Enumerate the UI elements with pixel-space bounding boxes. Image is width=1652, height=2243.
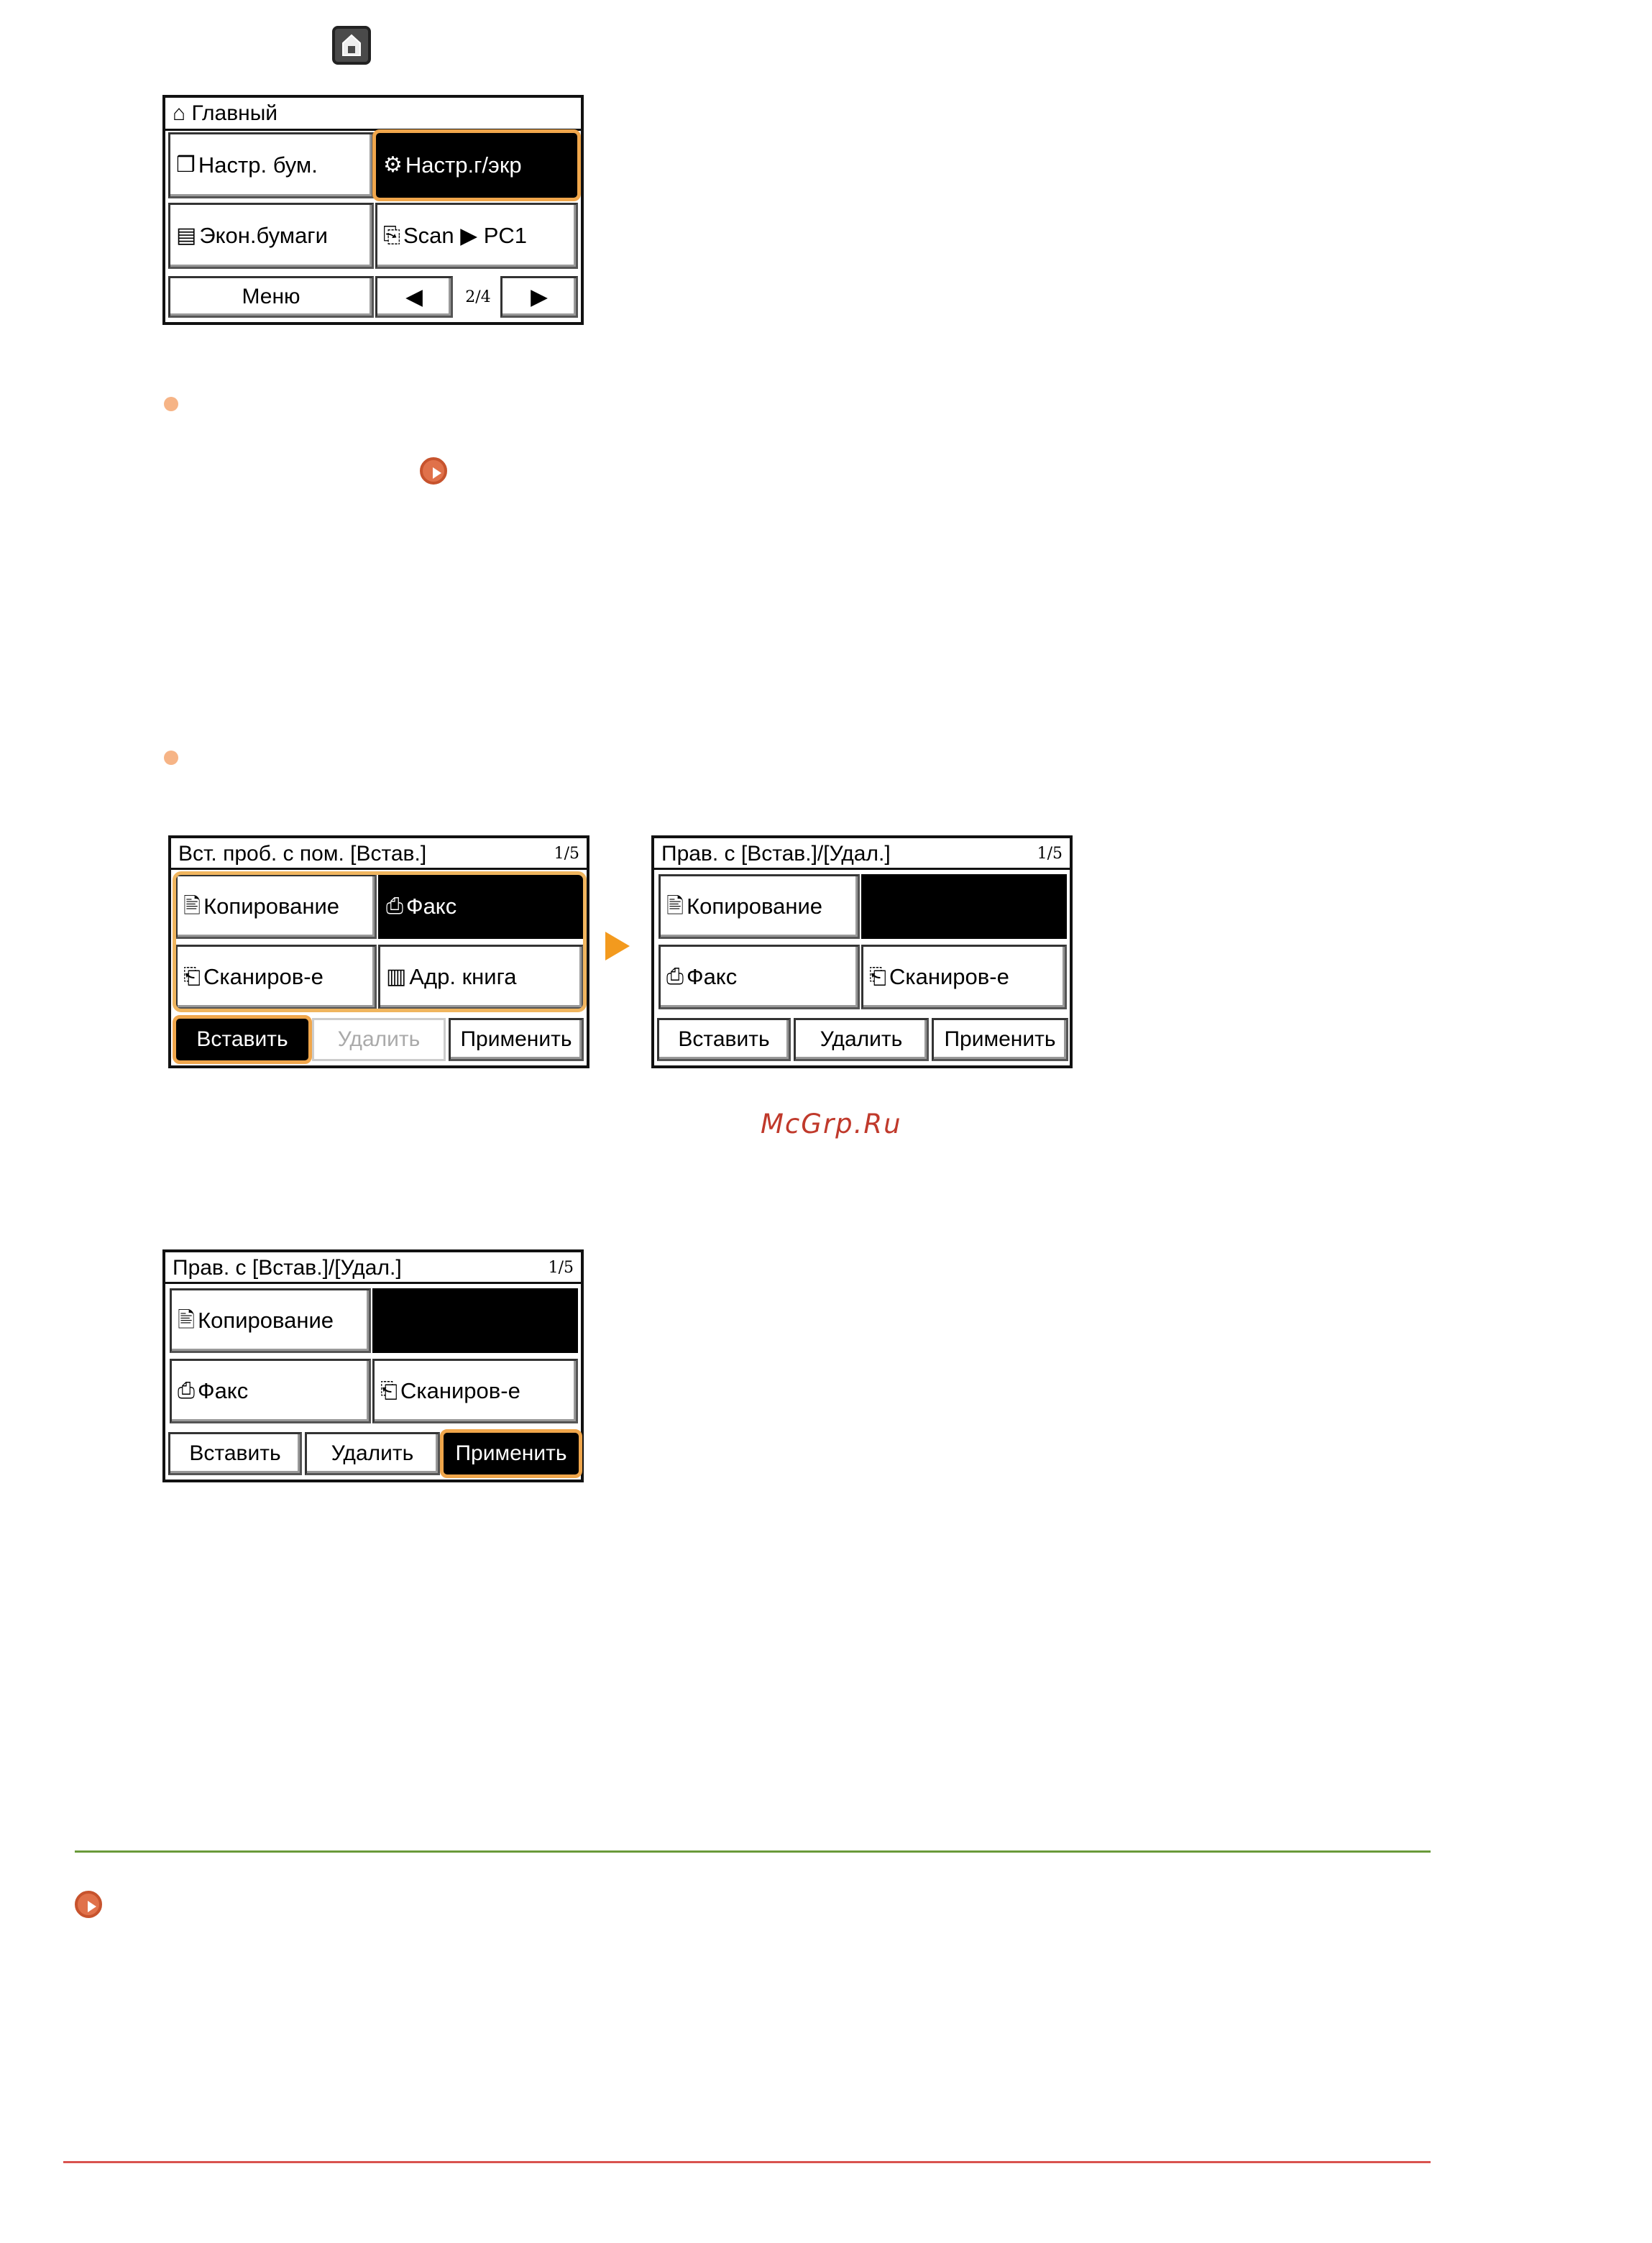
insert-button[interactable]: Вставить (657, 1018, 791, 1061)
tile-empty-slot[interactable] (372, 1288, 578, 1353)
tile-copy[interactable]: 🖹 Копирование (658, 874, 860, 939)
tile-scan[interactable]: ⎗ Сканиров-е (861, 945, 1067, 1009)
delete-button[interactable]: Удалить (305, 1432, 440, 1475)
screen-title: Прав. с [Встав.]/[Удал.] 1/5 (654, 838, 1070, 870)
tile-scan[interactable]: ⎗ Сканиров-е (175, 945, 377, 1009)
tile-fax[interactable]: ⎙ Факс (658, 945, 860, 1009)
apply-button[interactable]: Применить (449, 1018, 584, 1061)
copy-icon: 🖹 (666, 894, 684, 918)
next-step-arrow-icon (605, 932, 630, 960)
link-arrow-icon[interactable] (420, 457, 447, 485)
page-indicator: 1/5 (1037, 845, 1063, 863)
insert-button[interactable]: Вставить (175, 1018, 309, 1061)
tile-fax[interactable]: ⎙ Факс (378, 874, 584, 939)
edit-screen (651, 835, 1073, 1068)
right-arrow-icon: ▶ (531, 284, 548, 309)
insert-button[interactable]: Вставить (168, 1432, 302, 1475)
screen-title: Вст. проб. с пом. [Встав.] 1/5 (171, 838, 587, 870)
next-page-button[interactable] (500, 276, 578, 318)
bullet-marker (164, 397, 178, 411)
delete-button[interactable]: Удалить (794, 1018, 929, 1061)
tile-copy[interactable]: 🖹 Копирование (170, 1288, 371, 1353)
insert-screen (168, 835, 589, 1068)
copy-icon: 🖹 (183, 894, 201, 918)
paper-save-icon: ▤ (176, 224, 197, 247)
tile-empty-slot[interactable] (861, 874, 1067, 939)
scan-icon: ⎘ (383, 224, 400, 247)
display-settings-icon: ⚙ (383, 153, 403, 177)
page-indicator: 1/5 (554, 845, 579, 863)
tile-display-settings[interactable]: ⚙ Настр.г/экр (375, 132, 578, 198)
page-divider (63, 2161, 1431, 2163)
paper-icon: ❒ (176, 153, 196, 177)
tile-address-book[interactable]: ▥ Адр. книга (378, 945, 584, 1009)
page-indicator: 1/5 (548, 1259, 574, 1277)
delete-button[interactable]: Удалить (312, 1018, 446, 1061)
apply-screen (162, 1249, 584, 1482)
scan-icon: ⎗ (183, 965, 201, 989)
left-arrow-icon: ◀ (405, 284, 423, 309)
tile-paper-settings[interactable]: ❒ Настр. бум. (168, 132, 374, 198)
fax-icon: ⎙ (178, 1379, 195, 1403)
tile-scan-to-pc[interactable]: ⎘ Scan ▶ PC1 (375, 203, 578, 269)
apply-button[interactable]: Применить (443, 1432, 579, 1475)
bullet-marker (164, 751, 178, 765)
fax-icon: ⎙ (386, 894, 403, 918)
page-indicator: 2/4 (465, 288, 491, 306)
home-screen (162, 95, 584, 325)
menu-button[interactable]: Меню (168, 276, 374, 318)
prev-page-button[interactable] (375, 276, 453, 318)
link-arrow-icon[interactable] (75, 1891, 102, 1918)
copy-icon: 🖹 (178, 1308, 196, 1332)
tile-copy[interactable]: 🖹 Копирование (175, 874, 377, 939)
tile-fax[interactable]: ⎙ Факс (170, 1359, 371, 1423)
screen-title: Прав. с [Встав.]/[Удал.] 1/5 (165, 1252, 581, 1284)
home-icon: ⌂ (173, 101, 186, 125)
screen-title: ⌂ Главный (165, 98, 581, 131)
scan-icon: ⎗ (869, 965, 886, 989)
home-key-icon[interactable] (332, 26, 371, 65)
tile-paper-save[interactable]: ▤ Экон.бумаги (168, 203, 374, 269)
apply-button[interactable]: Применить (932, 1018, 1068, 1061)
scan-icon: ⎗ (380, 1379, 398, 1403)
watermark: McGrp.Ru (761, 1109, 902, 1139)
address-book-icon: ▥ (386, 965, 407, 989)
fax-icon: ⎙ (666, 965, 684, 989)
tile-scan[interactable]: ⎗ Сканиров-е (372, 1359, 578, 1423)
section-divider (75, 1850, 1431, 1853)
